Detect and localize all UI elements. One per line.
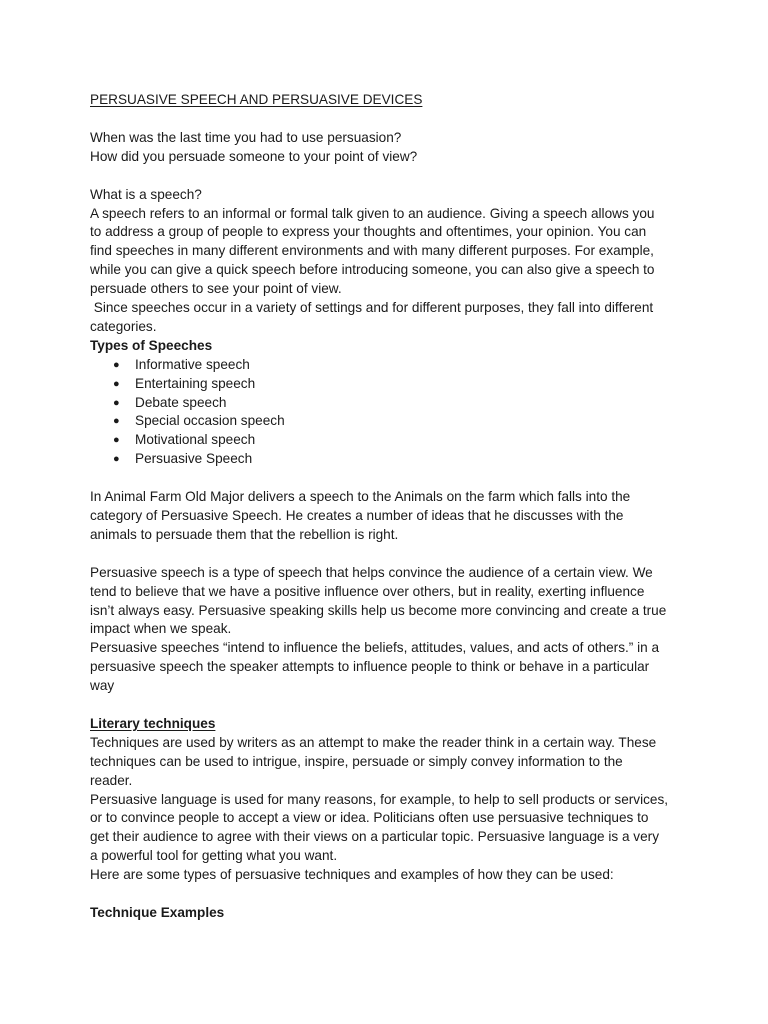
section-heading: Types of Speeches — [90, 337, 213, 353]
list-item-label: Special occasion speech — [135, 413, 285, 429]
list-item-label: Debate speech — [135, 394, 227, 410]
paragraph-line: isn’t always easy. Persuasive speaking skills help us become more convincing and create a true — [90, 602, 667, 618]
paragraph-line: Persuasive language is used for many reasons, for example, to help to sell products or services, — [90, 791, 669, 807]
paragraph-line: impact when we speak. — [90, 621, 232, 637]
section-heading: Literary techniques — [90, 715, 216, 731]
paragraph-line: techniques can be used to intrigue, inspire, persuade or simply convey information to the — [90, 753, 623, 769]
bullet-icon: ● — [113, 377, 120, 390]
list-item-label: Entertaining speech — [135, 375, 256, 391]
list-item — [113, 431, 690, 450]
document-page — [90, 91, 690, 923]
list-item — [113, 394, 690, 413]
paragraph-line: reader. — [90, 772, 133, 788]
bullet-icon: ● — [113, 358, 120, 371]
list-item-label: Motivational speech — [135, 432, 256, 448]
bullet-icon: ● — [113, 453, 120, 466]
paragraph-line: animals to persuade them that the rebellion is right. — [90, 526, 399, 542]
list-item-label: Informative speech — [135, 356, 250, 372]
document-title: PERSUASIVE SPEECH AND PERSUASIVE DEVICES — [90, 92, 423, 107]
paragraph-line: way — [90, 678, 115, 694]
paragraph-line: find speeches in many different environments and with many different purposes. For example, — [90, 243, 654, 259]
what-is-speech-section — [90, 186, 690, 337]
bullet-icon: ● — [113, 396, 120, 409]
paragraph-line: to address a group of people to express your thoughts and oftentimes, your opinion. You can — [90, 224, 647, 240]
animal-farm-paragraph — [90, 488, 690, 545]
paragraph-line: categories. — [90, 318, 157, 334]
intro-questions — [90, 129, 690, 167]
list-item — [113, 356, 690, 375]
bullet-icon: ● — [113, 434, 120, 447]
bullet-icon: ● — [113, 415, 120, 428]
paragraph-line: Persuasive speeches “intend to influence the beliefs, attitudes, values, and acts of others.” in a — [90, 640, 660, 656]
paragraph-line: Techniques are used by writers as an attempt to make the reader think in a certain way. These — [90, 734, 657, 750]
paragraph-line: tend to believe that we have a positive influence over others, but in reality, exerting influence — [90, 583, 645, 599]
list-item — [113, 375, 690, 394]
types-of-speeches-section — [90, 337, 690, 469]
paragraph-line: Here are some types of persuasive techniques and examples of how they can be used: — [90, 867, 614, 883]
intro-question: How did you persuade someone to your point of view? — [90, 148, 418, 164]
paragraph-line: a powerful tool for getting what you want. — [90, 848, 338, 864]
persuasive-speech-paragraph — [90, 564, 690, 696]
list-item — [113, 412, 690, 431]
list-item-label: Persuasive Speech — [135, 451, 253, 467]
intro-question: When was the last time you had to use persuasion? — [90, 129, 402, 145]
paragraph-line: In Animal Farm Old Major delivers a speech to the Animals on the farm which falls into the — [90, 489, 631, 505]
paragraph-line: category of Persuasive Speech. He creates a number of ideas that he discusses with the — [90, 508, 624, 523]
paragraph-line: persuade others to see your point of view. — [90, 281, 342, 297]
speech-types-list — [90, 356, 690, 469]
list-item — [113, 450, 690, 469]
section-heading: Technique Examples — [90, 904, 225, 920]
paragraph-line: while you can give a quick speech before introducing someone, you can also give a speech to — [90, 262, 655, 278]
paragraph-line: A speech refers to an informal or formal talk given to an audience. Giving a speech allows you — [90, 205, 655, 221]
paragraph-line: persuasive speech the speaker attempts to influence people to think or behave in a particular — [90, 659, 650, 675]
paragraph-line: or to convince people to accept a view or idea. Politicians often use persuasive techniques to — [90, 810, 649, 826]
paragraph-line: get their audience to agree with their views on a particular topic. Persuasive language is a very — [90, 829, 659, 845]
literary-techniques-section — [90, 715, 690, 885]
paragraph-line: Since speeches occur in a variety of settings and for different purposes, they fall into different — [90, 300, 654, 316]
section-question: What is a speech? — [90, 186, 202, 202]
paragraph-line: Persuasive speech is a type of speech that helps convince the audience of a certain view. We — [90, 564, 653, 580]
